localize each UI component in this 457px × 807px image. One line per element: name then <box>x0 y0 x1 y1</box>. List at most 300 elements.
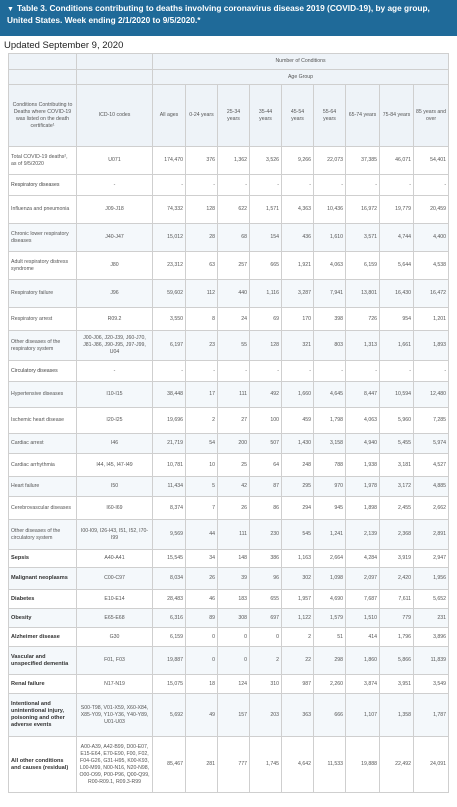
value-cell: 4,284 <box>346 550 380 568</box>
icd-code-cell: - <box>77 361 153 382</box>
value-cell: 100 <box>250 408 282 434</box>
value-cell: 1,241 <box>314 520 346 550</box>
header-age: 35-44 years <box>250 85 282 147</box>
value-cell: 308 <box>218 609 250 628</box>
condition-cell: Respiratory failure <box>9 280 77 308</box>
header-age: 45-54 years <box>282 85 314 147</box>
value-cell: 1,116 <box>250 280 282 308</box>
value-cell: 63 <box>186 252 218 280</box>
value-cell: 26 <box>186 568 218 590</box>
value-cell: 19,696 <box>153 408 186 434</box>
value-cell: 22,073 <box>314 147 346 175</box>
table-row <box>9 147 449 175</box>
condition-cell: Chronic lower respiratory diseases <box>9 224 77 252</box>
value-cell: 7,611 <box>380 590 414 609</box>
value-cell: 42 <box>218 477 250 497</box>
value-cell: 1,571 <box>250 196 282 224</box>
value-cell: 1,745 <box>250 737 282 793</box>
value-cell: 25 <box>218 454 250 477</box>
icd-code-cell: R09.2 <box>77 308 153 331</box>
table-row <box>9 434 449 454</box>
table-row <box>9 408 449 434</box>
value-cell: 46 <box>186 590 218 609</box>
value-cell: 386 <box>250 550 282 568</box>
value-cell: 6,316 <box>153 609 186 628</box>
value-cell: 4,744 <box>380 224 414 252</box>
value-cell: 6,159 <box>346 252 380 280</box>
value-cell: 11,839 <box>414 647 449 675</box>
icd-code-cell: G30 <box>77 628 153 647</box>
table-row <box>9 175 449 196</box>
condition-cell: Cardiac arrhythmia <box>9 454 77 477</box>
condition-cell: Respiratory diseases <box>9 175 77 196</box>
header-age: 65-74 years <box>346 85 380 147</box>
value-cell: 44 <box>186 520 218 550</box>
value-cell: 1,313 <box>346 331 380 361</box>
collapse-triangle-icon[interactable]: ▼ <box>7 6 14 13</box>
value-cell: 0 <box>186 647 218 675</box>
table-body <box>9 147 449 793</box>
table-row <box>9 550 449 568</box>
condition-cell: Cerebrovascular diseases <box>9 497 77 520</box>
value-cell: 46,071 <box>380 147 414 175</box>
value-cell: 87 <box>250 477 282 497</box>
value-cell: 3,181 <box>380 454 414 477</box>
value-cell: - <box>218 361 250 382</box>
value-cell: 5,692 <box>153 694 186 737</box>
value-cell: 5 <box>186 477 218 497</box>
value-cell: 23 <box>186 331 218 361</box>
value-cell: - <box>282 175 314 196</box>
value-cell: 1,978 <box>346 477 380 497</box>
value-cell: 3,571 <box>346 224 380 252</box>
value-cell: 96 <box>250 568 282 590</box>
value-cell: 1,122 <box>282 609 314 628</box>
value-cell: 4,538 <box>414 252 449 280</box>
updated-date: Updated September 9, 2020 <box>4 40 124 51</box>
header-age: 75-84 years <box>380 85 414 147</box>
value-cell: 3,287 <box>282 280 314 308</box>
value-cell: 1,893 <box>414 331 449 361</box>
value-cell: 49 <box>186 694 218 737</box>
value-cell: - <box>314 361 346 382</box>
value-cell: 19,779 <box>380 196 414 224</box>
icd-code-cell: I00-I09, I26-I43, I51, I52, I70-I99 <box>77 520 153 550</box>
value-cell: - <box>346 361 380 382</box>
value-cell: 230 <box>250 520 282 550</box>
value-cell: 1,787 <box>414 694 449 737</box>
value-cell: 1,957 <box>282 590 314 609</box>
icd-code-cell: C00-C97 <box>77 568 153 590</box>
value-cell: 8 <box>186 308 218 331</box>
value-cell: 3,951 <box>380 675 414 694</box>
value-cell: 9,569 <box>153 520 186 550</box>
value-cell: 1,798 <box>314 408 346 434</box>
value-cell: 655 <box>250 590 282 609</box>
value-cell: 3,896 <box>414 628 449 647</box>
value-cell: 4,645 <box>314 382 346 408</box>
value-cell: 21,719 <box>153 434 186 454</box>
value-cell: 1,163 <box>282 550 314 568</box>
icd-code-cell: I20-I25 <box>77 408 153 434</box>
value-cell: 68 <box>218 224 250 252</box>
value-cell: 38,448 <box>153 382 186 408</box>
value-cell: 11,434 <box>153 477 186 497</box>
value-cell: 2 <box>282 628 314 647</box>
value-cell: 34 <box>186 550 218 568</box>
value-cell: 148 <box>218 550 250 568</box>
value-cell: 248 <box>282 454 314 477</box>
value-cell: 54,401 <box>414 147 449 175</box>
table-row <box>9 331 449 361</box>
condition-cell: Ischemic heart disease <box>9 408 77 434</box>
value-cell: 112 <box>186 280 218 308</box>
condition-cell: Respiratory arrest <box>9 308 77 331</box>
value-cell: 2 <box>186 408 218 434</box>
value-cell: 8,374 <box>153 497 186 520</box>
icd-code-cell: J09-J18 <box>77 196 153 224</box>
value-cell: 22 <box>282 647 314 675</box>
icd-code-cell: J00-J06, J20-J39, J60-J70, J81-J86, J90-J95, J97-J99, U04 <box>77 331 153 361</box>
value-cell: 154 <box>250 224 282 252</box>
header-blank <box>9 70 77 85</box>
table-row <box>9 454 449 477</box>
value-cell: 665 <box>250 252 282 280</box>
condition-cell: Malignant neoplasms <box>9 568 77 590</box>
value-cell: 16,972 <box>346 196 380 224</box>
icd-code-cell: S00-T98, V01-X59, X60-X84, X85-Y09, Y10-Y36, Y40-Y89, U01-U03 <box>77 694 153 737</box>
value-cell: 3,549 <box>414 675 449 694</box>
value-cell: 376 <box>186 147 218 175</box>
value-cell: 200 <box>218 434 250 454</box>
value-cell: 987 <box>282 675 314 694</box>
condition-cell: Heart failure <box>9 477 77 497</box>
value-cell: 86 <box>250 497 282 520</box>
value-cell: 954 <box>380 308 414 331</box>
value-cell: 13,801 <box>346 280 380 308</box>
value-cell: 1,098 <box>314 568 346 590</box>
value-cell: 89 <box>186 609 218 628</box>
value-cell: 257 <box>218 252 250 280</box>
value-cell: 39 <box>218 568 250 590</box>
value-cell: 298 <box>314 647 346 675</box>
value-cell: 622 <box>218 196 250 224</box>
value-cell: 0 <box>218 628 250 647</box>
header-conditions: Conditions Contributing to Deaths where COVID-19 was listed on the death certificate¹ <box>9 85 77 147</box>
table-row <box>9 609 449 628</box>
value-cell: 777 <box>218 737 250 793</box>
header-age: 25-34 years <box>218 85 250 147</box>
condition-cell: Vascular and unspecified dementia <box>9 647 77 675</box>
value-cell: 15,545 <box>153 550 186 568</box>
value-cell: 16,430 <box>380 280 414 308</box>
value-cell: - <box>153 175 186 196</box>
table-row <box>9 196 449 224</box>
value-cell: 15,012 <box>153 224 186 252</box>
value-cell: - <box>186 175 218 196</box>
value-cell: - <box>314 175 346 196</box>
header-age: 0-24 years <box>186 85 218 147</box>
value-cell: 1,610 <box>314 224 346 252</box>
header-blank <box>77 54 153 70</box>
value-cell: 124 <box>218 675 250 694</box>
value-cell: - <box>414 175 449 196</box>
value-cell: 970 <box>314 477 346 497</box>
value-cell: 2,664 <box>314 550 346 568</box>
header-age-group: Age Group <box>153 70 449 85</box>
value-cell: 183 <box>218 590 250 609</box>
value-cell: 5,644 <box>380 252 414 280</box>
value-cell: 3,526 <box>250 147 282 175</box>
value-cell: 1,860 <box>346 647 380 675</box>
value-cell: 11,533 <box>314 737 346 793</box>
value-cell: 4,690 <box>314 590 346 609</box>
value-cell: 0 <box>218 647 250 675</box>
value-cell: 4,940 <box>346 434 380 454</box>
value-cell: 37,385 <box>346 147 380 175</box>
conditions-table <box>8 53 449 793</box>
value-cell: 294 <box>282 497 314 520</box>
icd-code-cell: U071 <box>77 147 153 175</box>
header-age: All ages <box>153 85 186 147</box>
icd-code-cell: J40-J47 <box>77 224 153 252</box>
value-cell: - <box>346 175 380 196</box>
condition-cell: Circulatory diseases <box>9 361 77 382</box>
table-row <box>9 590 449 609</box>
value-cell: 4,400 <box>414 224 449 252</box>
value-cell: 157 <box>218 694 250 737</box>
value-cell: 2 <box>250 647 282 675</box>
value-cell: 1,938 <box>346 454 380 477</box>
value-cell: 4,885 <box>414 477 449 497</box>
condition-cell: Intentional and unintentional injury, poisoning and other adverse events <box>9 694 77 737</box>
value-cell: 436 <box>282 224 314 252</box>
icd-code-cell: J96 <box>77 280 153 308</box>
value-cell: 8,447 <box>346 382 380 408</box>
icd-code-cell: A40-A41 <box>77 550 153 568</box>
value-cell: 10,436 <box>314 196 346 224</box>
icd-code-cell: A00-A39, A42-B99, D00-E07, E15-E64, E70-E90, F00, F02, F04-G26, G31-H95, K00-K93, L00-M99, N00-N16, N20-N98, O00-O99, P00-P96, Q00-Q99, R00-R09.1, R09.3-R99 <box>77 737 153 793</box>
icd-code-cell: E10-E14 <box>77 590 153 609</box>
value-cell: 59,602 <box>153 280 186 308</box>
value-cell: 17 <box>186 382 218 408</box>
value-cell: 74,332 <box>153 196 186 224</box>
value-cell: 170 <box>282 308 314 331</box>
condition-cell: Cardiac arrest <box>9 434 77 454</box>
value-cell: 1,660 <box>282 382 314 408</box>
icd-code-cell: - <box>77 175 153 196</box>
value-cell: 20,459 <box>414 196 449 224</box>
value-cell: 8,034 <box>153 568 186 590</box>
value-cell: 69 <box>250 308 282 331</box>
value-cell: 1,107 <box>346 694 380 737</box>
value-cell: 2,420 <box>380 568 414 590</box>
condition-cell: Sepsis <box>9 550 77 568</box>
table-row <box>9 497 449 520</box>
value-cell: 398 <box>314 308 346 331</box>
table-row <box>9 382 449 408</box>
value-cell: 545 <box>282 520 314 550</box>
value-cell: 363 <box>282 694 314 737</box>
value-cell: 1,921 <box>282 252 314 280</box>
value-cell: 7,941 <box>314 280 346 308</box>
condition-cell: Adult respiratory distress syndrome <box>9 252 77 280</box>
value-cell: 55 <box>218 331 250 361</box>
value-cell: 2,455 <box>380 497 414 520</box>
value-cell: - <box>282 361 314 382</box>
value-cell: 1,430 <box>282 434 314 454</box>
value-cell: 203 <box>250 694 282 737</box>
value-cell: 1,579 <box>314 609 346 628</box>
icd-code-cell: I50 <box>77 477 153 497</box>
value-cell: 111 <box>218 520 250 550</box>
value-cell: 697 <box>250 609 282 628</box>
table-row <box>9 647 449 675</box>
value-cell: - <box>414 361 449 382</box>
value-cell: 18 <box>186 675 218 694</box>
value-cell: 6,159 <box>153 628 186 647</box>
value-cell: 1,362 <box>218 147 250 175</box>
table-row <box>9 252 449 280</box>
condition-cell: Renal failure <box>9 675 77 694</box>
value-cell: 231 <box>414 609 449 628</box>
value-cell: - <box>186 361 218 382</box>
condition-cell: Influenza and pneumonia <box>9 196 77 224</box>
value-cell: 9,266 <box>282 147 314 175</box>
value-cell: 24,091 <box>414 737 449 793</box>
header-icd-codes: ICD-10 codes <box>77 85 153 147</box>
value-cell: 7,285 <box>414 408 449 434</box>
value-cell: 310 <box>250 675 282 694</box>
value-cell: 16,472 <box>414 280 449 308</box>
value-cell: 0 <box>250 628 282 647</box>
value-cell: 5,455 <box>380 434 414 454</box>
icd-code-cell: E65-E68 <box>77 609 153 628</box>
value-cell: 4,363 <box>282 196 314 224</box>
value-cell: 459 <box>282 408 314 434</box>
value-cell: 10,594 <box>380 382 414 408</box>
icd-code-cell: J80 <box>77 252 153 280</box>
value-cell: 26 <box>218 497 250 520</box>
condition-cell: Obesity <box>9 609 77 628</box>
value-cell: 7,687 <box>346 590 380 609</box>
value-cell: 28 <box>186 224 218 252</box>
value-cell: 5,652 <box>414 590 449 609</box>
value-cell: - <box>153 361 186 382</box>
value-cell: 51 <box>314 628 346 647</box>
value-cell: 19,887 <box>153 647 186 675</box>
value-cell: 6,197 <box>153 331 186 361</box>
value-cell: 779 <box>380 609 414 628</box>
value-cell: 945 <box>314 497 346 520</box>
value-cell: 492 <box>250 382 282 408</box>
condition-cell: All other conditions and causes (residual) <box>9 737 77 793</box>
value-cell: 24 <box>218 308 250 331</box>
value-cell: 507 <box>250 434 282 454</box>
value-cell: 0 <box>186 628 218 647</box>
value-cell: 302 <box>282 568 314 590</box>
value-cell: 295 <box>282 477 314 497</box>
value-cell: 128 <box>186 196 218 224</box>
table-row <box>9 694 449 737</box>
value-cell: 281 <box>186 737 218 793</box>
value-cell: 1,661 <box>380 331 414 361</box>
value-cell: 12,480 <box>414 382 449 408</box>
header-blank <box>9 54 77 70</box>
value-cell: 28,483 <box>153 590 186 609</box>
value-cell: 4,063 <box>314 252 346 280</box>
value-cell: 788 <box>314 454 346 477</box>
table-row <box>9 477 449 497</box>
value-cell: 2,891 <box>414 520 449 550</box>
value-cell: 803 <box>314 331 346 361</box>
value-cell: 4,642 <box>282 737 314 793</box>
value-cell: - <box>250 175 282 196</box>
table-title: Table 3. Conditions contributing to deaths involving coronavirus disease 2019 (COVID-19), by age group, United States. Week ending 2/1/2020 to 9/5/2020.* <box>7 3 430 25</box>
value-cell: 4,527 <box>414 454 449 477</box>
value-cell: 5,974 <box>414 434 449 454</box>
value-cell: 64 <box>250 454 282 477</box>
value-cell: 1,201 <box>414 308 449 331</box>
header-age: 55-64 years <box>314 85 346 147</box>
value-cell: 174,470 <box>153 147 186 175</box>
value-cell: 10 <box>186 454 218 477</box>
value-cell: 1,796 <box>380 628 414 647</box>
table-row <box>9 520 449 550</box>
table-row <box>9 361 449 382</box>
value-cell: 666 <box>314 694 346 737</box>
icd-code-cell: I10-I15 <box>77 382 153 408</box>
table-row <box>9 280 449 308</box>
value-cell: - <box>380 361 414 382</box>
header-blank <box>77 70 153 85</box>
value-cell: 2,260 <box>314 675 346 694</box>
value-cell: 3,874 <box>346 675 380 694</box>
icd-code-cell: I44, I45, I47-I49 <box>77 454 153 477</box>
condition-cell: Other diseases of the circulatory system <box>9 520 77 550</box>
value-cell: 5,960 <box>380 408 414 434</box>
condition-cell: Diabetes <box>9 590 77 609</box>
value-cell: 2,097 <box>346 568 380 590</box>
value-cell: 1,956 <box>414 568 449 590</box>
value-cell: 85,467 <box>153 737 186 793</box>
condition-cell: Other diseases of the respiratory system <box>9 331 77 361</box>
table-row <box>9 568 449 590</box>
condition-cell: Hypertensive diseases <box>9 382 77 408</box>
icd-code-cell: N17-N19 <box>77 675 153 694</box>
value-cell: 5,866 <box>380 647 414 675</box>
value-cell: 1,898 <box>346 497 380 520</box>
value-cell: 19,888 <box>346 737 380 793</box>
table-row <box>9 737 449 793</box>
value-cell: 3,158 <box>314 434 346 454</box>
value-cell: 23,312 <box>153 252 186 280</box>
value-cell: 7 <box>186 497 218 520</box>
table-title-banner <box>0 0 457 36</box>
value-cell: 4,063 <box>346 408 380 434</box>
value-cell: 111 <box>218 382 250 408</box>
value-cell: - <box>218 175 250 196</box>
value-cell: 54 <box>186 434 218 454</box>
value-cell: 2,368 <box>380 520 414 550</box>
icd-code-cell: I60-I69 <box>77 497 153 520</box>
value-cell: 2,662 <box>414 497 449 520</box>
value-cell: 128 <box>250 331 282 361</box>
table-row <box>9 675 449 694</box>
icd-code-cell: I46 <box>77 434 153 454</box>
header-number-of-conditions: Number of Conditions <box>153 54 449 70</box>
table-row <box>9 308 449 331</box>
